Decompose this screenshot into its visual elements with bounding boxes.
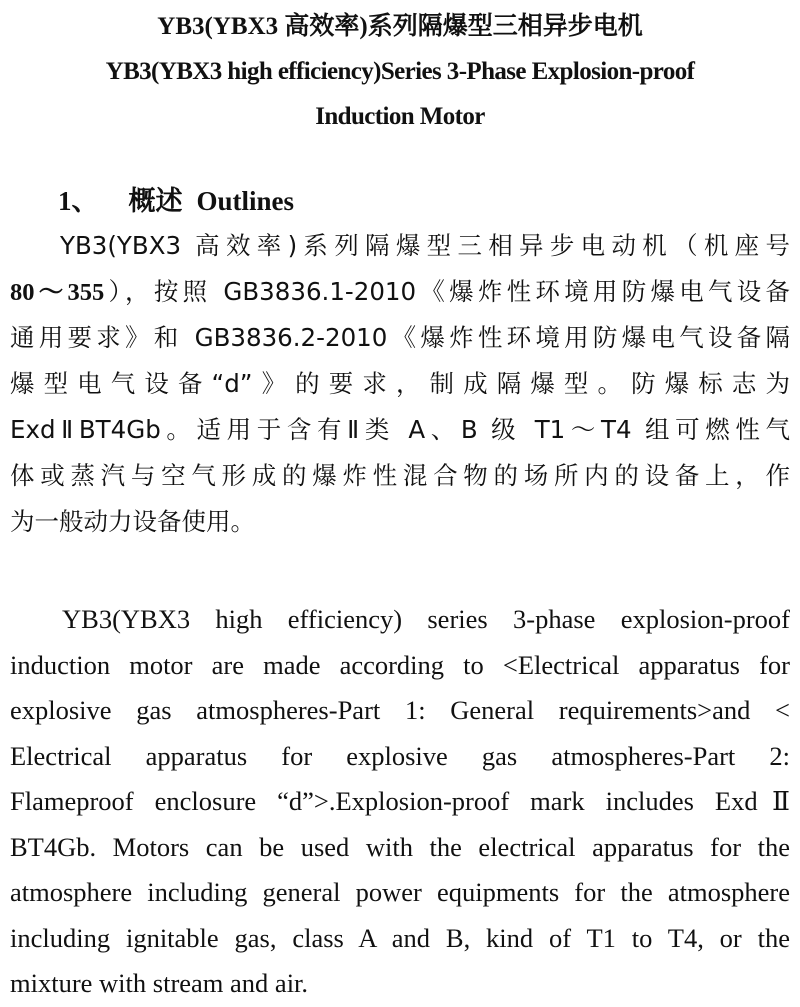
chinese-line-6: 体或蒸汽与空气形成的爆炸性混合物的场所内的设备上，作 xyxy=(10,461,790,490)
section-number: 1、 xyxy=(58,186,99,216)
section-heading-chinese: 概述 xyxy=(128,186,183,216)
chinese-line-3: 通用要求》和 GB3836.2-2010《爆炸性环境用防爆电气设备隔 xyxy=(10,323,790,352)
english-line-4: Electrical apparatus for explosive gas atmospheres-Part 2: xyxy=(10,740,790,771)
chinese-line-1: YB3(YBX3 高效率)系列隔爆型三相异步电动机（机座号 xyxy=(60,231,790,260)
english-line-7: atmosphere including general power equipments for the atmosphere xyxy=(10,877,790,907)
english-line-5: Flameproof enclosure “d”>.Explosion-proof mark includes ExdⅡ xyxy=(10,786,790,816)
chinese-line-2-text: ），按照 GB3836.1-2010《爆炸性环境用防爆电气设备 xyxy=(104,277,791,306)
frame-size-range: 80～355 xyxy=(10,279,105,306)
english-paragraph xyxy=(10,597,790,1007)
english-line-1: YB3(YBX3 high efficiency) series 3-phase explosion-proof xyxy=(62,604,790,634)
english-line-9: mixture with stream and air. xyxy=(10,968,309,998)
english-line-3: explosive gas atmospheres-Part 1: General requirements>and < xyxy=(10,695,790,725)
title-english-line-1: YB3(YBX3 high efficiency)Series 3-Phase Explosion-proof xyxy=(105,58,695,85)
section-heading xyxy=(58,181,294,221)
english-line-6: BT4Gb. Motors can be used with the electrical apparatus for the xyxy=(10,831,790,862)
title-english-line-2: Induction Motor xyxy=(315,103,485,130)
section-heading-english: Outlines xyxy=(196,186,295,216)
chinese-line-7: 为一般动力设备使用。 xyxy=(10,507,255,536)
chinese-line-2 xyxy=(10,269,790,315)
chinese-line-4: 爆型电气设备“d”》的要求，制成隔爆型。防爆标志为 xyxy=(10,369,790,398)
chinese-paragraph xyxy=(10,223,790,545)
document-title xyxy=(0,4,800,139)
chinese-line-5: ExdⅡBT4Gb。适用于含有Ⅱ类 A、B 级 T1～T4 组可燃性气 xyxy=(10,415,790,444)
english-line-2: induction motor are made according to <Electrical apparatus for xyxy=(10,649,790,680)
title-chinese: YB3(YBX3 高效率)系列隔爆型三相异步电机 xyxy=(157,13,643,40)
english-line-8: including ignitable gas, class A and B, kind of T1 to T4, or the xyxy=(10,922,790,953)
